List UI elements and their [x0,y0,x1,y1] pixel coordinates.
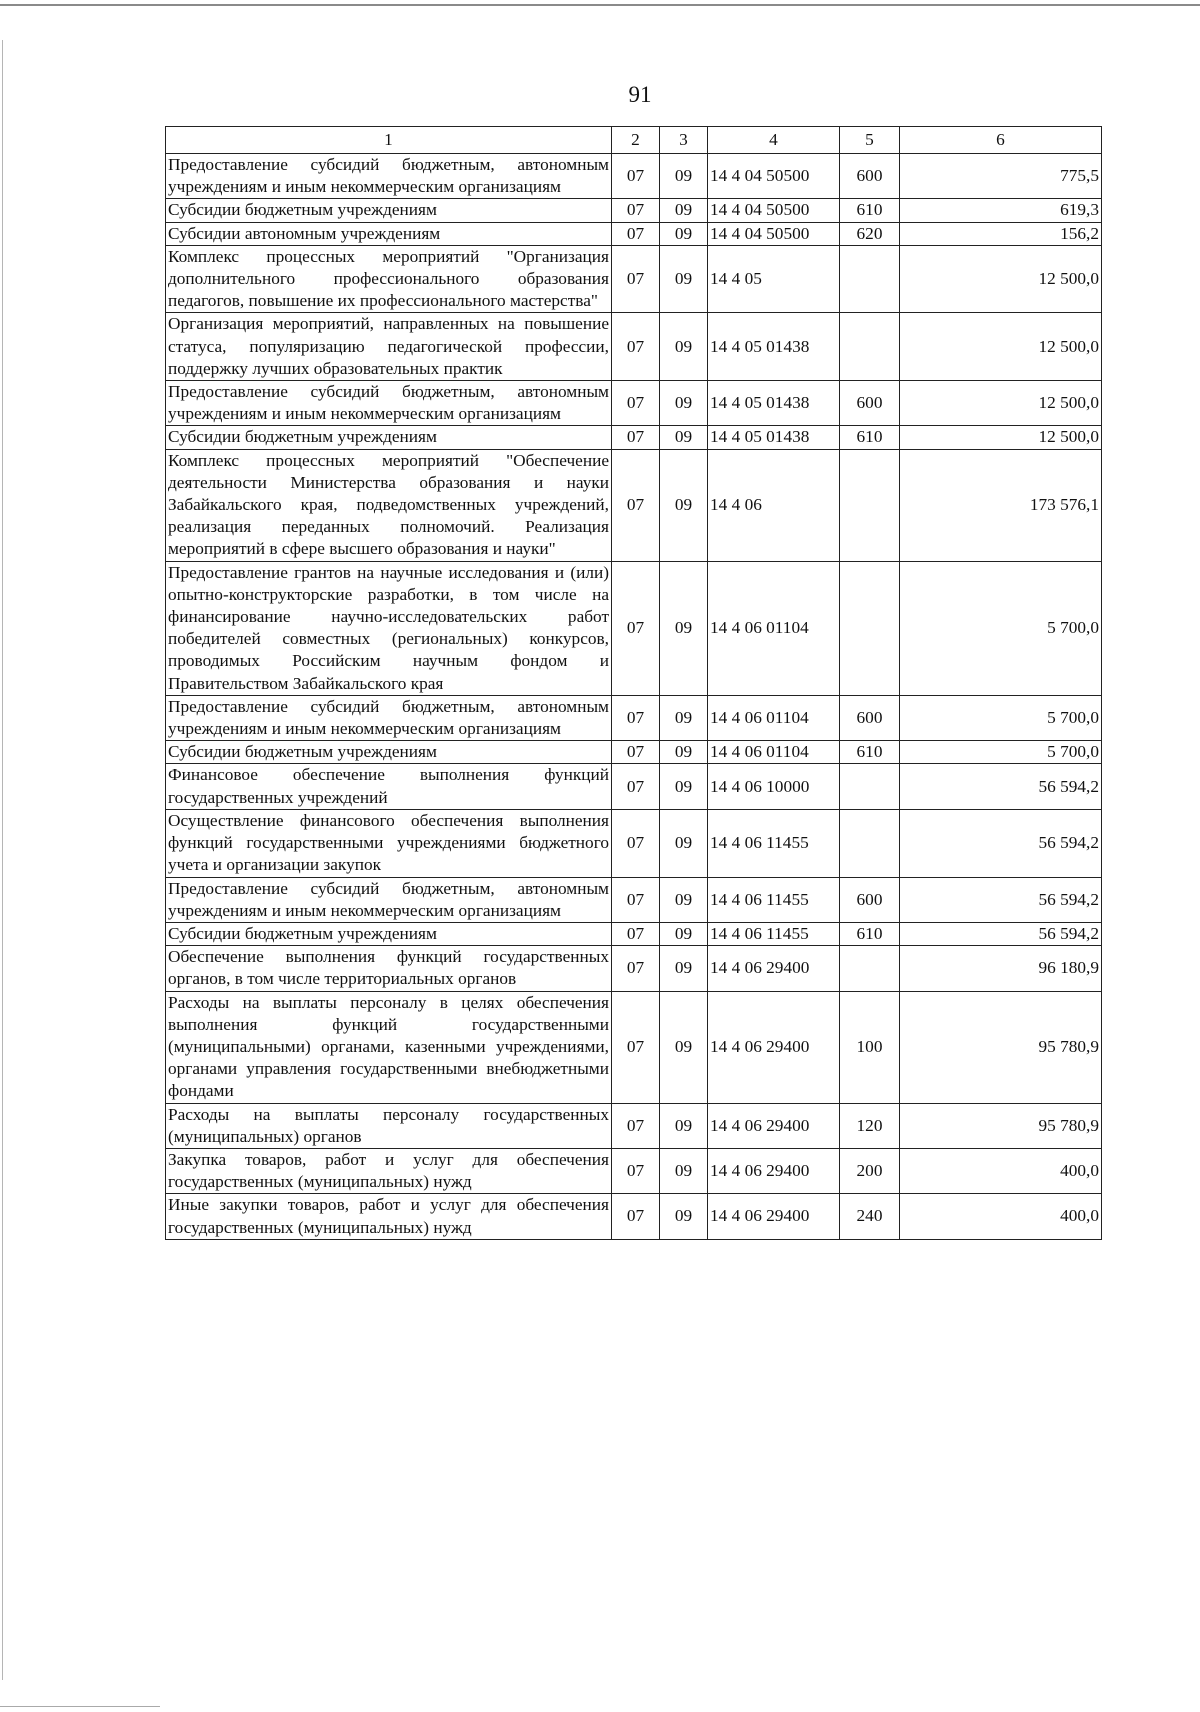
table-row [166,741,1102,764]
row-section: 07 [612,764,660,809]
row-expense-type: 610 [840,741,900,764]
row-target-code: 14 4 06 11455 [708,922,840,945]
row-name: Иные закупки товаров, работ и услуг для обеспечения государственных (муниципальных) нужд [166,1194,612,1239]
row-name: Финансовое обеспечение выполнения функций государственных учреждений [166,764,612,809]
row-target-code: 14 4 05 [708,245,840,313]
row-amount: 5 700,0 [900,695,1102,740]
table-row [166,245,1102,313]
row-name: Предоставление грантов на научные исследования и (или) опытно-конструкторские разработки, в том числе на финансирование научно-исследовательских работ победителей совместных (региональных) конкурсов, проводимых Российским научным фондом и Правительством Забайкальского края [166,561,612,695]
table-row [166,922,1102,945]
row-expense-type [840,449,900,561]
row-subsection: 09 [660,381,708,426]
row-subsection: 09 [660,222,708,245]
row-amount: 95 780,9 [900,991,1102,1103]
row-amount: 95 780,9 [900,1103,1102,1148]
table-row [166,695,1102,740]
row-expense-type [840,561,900,695]
left-scan-edge [2,40,3,1680]
row-amount: 12 500,0 [900,313,1102,381]
row-name: Предоставление субсидий бюджетным, автономным учреждениям и иным некоммерческим организациям [166,381,612,426]
table-row [166,1148,1102,1193]
row-name: Субсидии бюджетным учреждениям [166,199,612,222]
row-subsection: 09 [660,1194,708,1239]
row-expense-type: 610 [840,922,900,945]
row-subsection: 09 [660,199,708,222]
row-expense-type [840,946,900,991]
header-col-6: 6 [900,127,1102,154]
row-name: Комплекс процессных мероприятий "Организация дополнительного профессионального образования педагогов, повышение их профессионального мастерства" [166,245,612,313]
row-section: 07 [612,1148,660,1193]
row-expense-type [840,764,900,809]
row-amount: 96 180,9 [900,946,1102,991]
row-amount: 5 700,0 [900,741,1102,764]
row-expense-type: 620 [840,222,900,245]
bottom-scan-edge [0,1706,160,1707]
row-subsection: 09 [660,154,708,199]
row-expense-type [840,245,900,313]
row-section: 07 [612,809,660,877]
row-target-code: 14 4 06 29400 [708,946,840,991]
row-expense-type: 600 [840,381,900,426]
row-expense-type: 610 [840,199,900,222]
row-name: Субсидии бюджетным учреждениям [166,741,612,764]
row-name: Обеспечение выполнения функций государственных органов, в том числе территориальных органов [166,946,612,991]
row-target-code: 14 4 06 01104 [708,561,840,695]
row-section: 07 [612,199,660,222]
row-target-code: 14 4 04 50500 [708,199,840,222]
row-name: Субсидии бюджетным учреждениям [166,426,612,449]
row-name: Субсидии автономным учреждениям [166,222,612,245]
row-subsection: 09 [660,991,708,1103]
row-subsection: 09 [660,1148,708,1193]
row-target-code: 14 4 06 01104 [708,695,840,740]
row-section: 07 [612,695,660,740]
row-target-code: 14 4 05 01438 [708,381,840,426]
row-expense-type: 100 [840,991,900,1103]
table-header-row [166,127,1102,154]
table-row [166,991,1102,1103]
row-target-code: 14 4 06 10000 [708,764,840,809]
budget-table [165,126,1102,1240]
row-section: 07 [612,245,660,313]
row-amount: 56 594,2 [900,922,1102,945]
row-name: Субсидии бюджетным учреждениям [166,922,612,945]
table-row [166,561,1102,695]
row-name: Организация мероприятий, направленных на повышение статуса, популяризацию педагогической профессии, поддержку лучших образовательных практик [166,313,612,381]
row-subsection: 09 [660,561,708,695]
row-name: Расходы на выплаты персоналу в целях обеспечения выполнения функций государственными (муниципальными) органами, казенными учреждениями, органами управления государственными внебюджетными фондами [166,991,612,1103]
row-name: Предоставление субсидий бюджетным, автономным учреждениям и иным некоммерческим организациям [166,877,612,922]
row-target-code: 14 4 04 50500 [708,154,840,199]
row-amount: 619,3 [900,199,1102,222]
table-row [166,154,1102,199]
table-row [166,199,1102,222]
row-target-code: 14 4 06 29400 [708,991,840,1103]
top-scan-edge [0,4,1200,6]
row-amount: 56 594,2 [900,764,1102,809]
row-section: 07 [612,154,660,199]
row-target-code: 14 4 06 11455 [708,809,840,877]
row-section: 07 [612,991,660,1103]
header-col-2: 2 [612,127,660,154]
table-row [166,449,1102,561]
row-target-code: 14 4 06 01104 [708,741,840,764]
row-target-code: 14 4 06 [708,449,840,561]
header-col-4: 4 [708,127,840,154]
row-subsection: 09 [660,695,708,740]
row-expense-type: 600 [840,154,900,199]
row-target-code: 14 4 06 11455 [708,877,840,922]
row-expense-type [840,809,900,877]
row-name: Закупка товаров, работ и услуг для обеспечения государственных (муниципальных) нужд [166,1148,612,1193]
header-col-3: 3 [660,127,708,154]
row-subsection: 09 [660,946,708,991]
row-amount: 173 576,1 [900,449,1102,561]
row-name: Комплекс процессных мероприятий "Обеспечение деятельности Министерства образования и науки Забайкальского края, подведомственных учреждений, реализация переданных полномочий. Реализация мероприятий в сфере высшего образования и науки" [166,449,612,561]
row-section: 07 [612,741,660,764]
table-row [166,426,1102,449]
row-section: 07 [612,426,660,449]
row-section: 07 [612,1103,660,1148]
row-section: 07 [612,561,660,695]
row-name: Расходы на выплаты персоналу государственных (муниципальных) органов [166,1103,612,1148]
row-amount: 12 500,0 [900,381,1102,426]
row-amount: 400,0 [900,1148,1102,1193]
row-target-code: 14 4 04 50500 [708,222,840,245]
row-target-code: 14 4 06 29400 [708,1103,840,1148]
row-expense-type: 610 [840,426,900,449]
table-row [166,381,1102,426]
table-row [166,313,1102,381]
row-target-code: 14 4 06 29400 [708,1194,840,1239]
row-amount: 12 500,0 [900,245,1102,313]
table-row [166,1103,1102,1148]
page-number: 91 [628,82,652,107]
row-section: 07 [612,313,660,381]
row-section: 07 [612,922,660,945]
row-expense-type: 200 [840,1148,900,1193]
row-name: Предоставление субсидий бюджетным, автономным учреждениям и иным некоммерческим организациям [166,695,612,740]
row-amount: 56 594,2 [900,809,1102,877]
row-name: Предоставление субсидий бюджетным, автономным учреждениям и иным некоммерческим организациям [166,154,612,199]
row-subsection: 09 [660,741,708,764]
row-section: 07 [612,946,660,991]
row-amount: 775,5 [900,154,1102,199]
row-subsection: 09 [660,426,708,449]
row-expense-type: 240 [840,1194,900,1239]
row-section: 07 [612,222,660,245]
row-amount: 400,0 [900,1194,1102,1239]
row-expense-type: 120 [840,1103,900,1148]
row-subsection: 09 [660,764,708,809]
table-row [166,809,1102,877]
table-row [166,222,1102,245]
row-expense-type: 600 [840,877,900,922]
row-section: 07 [612,1194,660,1239]
table-row [166,946,1102,991]
row-subsection: 09 [660,877,708,922]
row-amount: 156,2 [900,222,1102,245]
row-subsection: 09 [660,1103,708,1148]
row-section: 07 [612,877,660,922]
row-expense-type: 600 [840,695,900,740]
row-section: 07 [612,449,660,561]
row-subsection: 09 [660,922,708,945]
row-subsection: 09 [660,245,708,313]
row-target-code: 14 4 06 29400 [708,1148,840,1193]
row-amount: 12 500,0 [900,426,1102,449]
header-col-1: 1 [166,127,612,154]
row-subsection: 09 [660,449,708,561]
table-row [166,877,1102,922]
table-row [166,1194,1102,1239]
row-subsection: 09 [660,313,708,381]
table-row [166,764,1102,809]
row-amount: 5 700,0 [900,561,1102,695]
row-expense-type [840,313,900,381]
row-section: 07 [612,381,660,426]
row-amount: 56 594,2 [900,877,1102,922]
row-target-code: 14 4 05 01438 [708,426,840,449]
header-col-5: 5 [840,127,900,154]
row-name: Осуществление финансового обеспечения выполнения функций государственными учреждениями бюджетного учета и организации закупок [166,809,612,877]
row-subsection: 09 [660,809,708,877]
row-target-code: 14 4 05 01438 [708,313,840,381]
